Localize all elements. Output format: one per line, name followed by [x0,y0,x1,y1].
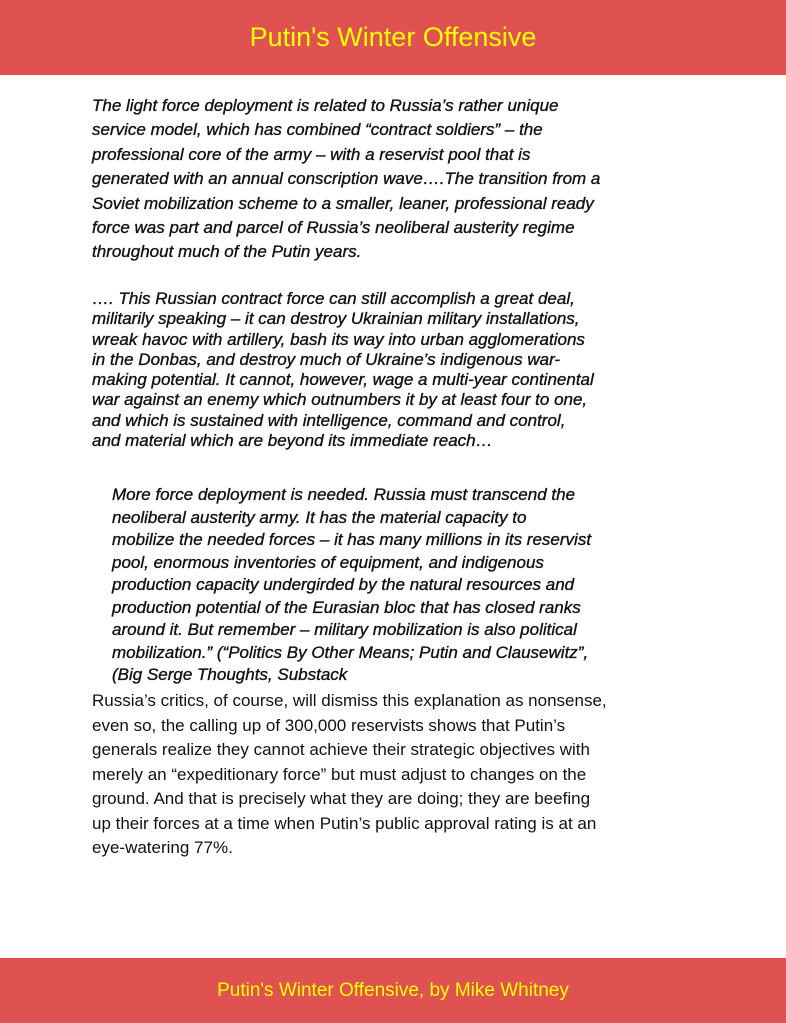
text-line: neoliberal austerity army. It has the material capacity to [112,507,527,527]
text-line: mobilization.” (“Politics By Other Means; Putin and Clausewitz”, [112,642,589,662]
text-line: production capacity undergirded by the natural resources and [112,575,575,594]
text-line: force was part and parcel of Russia’s neoliberal austerity regime [92,218,575,238]
header-banner [0,0,786,75]
text-line: up their forces at a time when Putin’s public approval rating is at an [92,813,597,833]
text-line: pool, enormous inventories of equipment, and indigenous [112,552,544,572]
quote-paragraph-1 [92,94,600,265]
body-paragraph [92,689,607,861]
text-line: professional core of the army – with a reservist pool that is [92,144,531,164]
text-line: making potential. It cannot, however, wage a multi-year continental [92,370,594,390]
text-line: (Big Serge Thoughts, Substack [112,665,348,684]
text-line: More force deployment is needed. Russia must transcend the [112,485,576,504]
footer-text: Putin's Winter Offensive, by Mike Whitney [217,979,569,1001]
text-line: mobilize the needed forces – it has many millions in its reservist [112,530,592,549]
page-title: Putin's Winter Offensive [249,22,537,52]
text-line: generals realize they cannot achieve their strategic objectives with [92,740,590,759]
text-line: and which is sustained with intelligence, command and control, [92,410,566,430]
text-line: around it. But remember – military mobilization is also political [112,620,577,639]
text-line: Soviet mobilization scheme to a smaller, leaner, professional ready [92,193,594,213]
text-line: …. This Russian contract force can still accomplish a great deal, [92,289,575,308]
text-line: in the Donbas, and destroy much of Ukraine’s indigenous war- [92,349,561,369]
text-line: wreak havoc with artillery, bash its way into urban agglomerations [92,329,585,349]
quote-paragraph-3 [112,484,591,687]
text-line: even so, the calling up of 300,000 reservists shows that Putin’s [92,715,566,735]
text-line: war against an enemy which outnumbers it by at least four to one, [92,390,588,410]
text-line: Russia’s critics, of course, will dismiss this explanation as nonsense, [92,691,607,710]
text-line: merely an “expeditionary force” but must adjust to changes on the [92,764,587,784]
text-line: eye-watering 77%. [92,838,233,857]
text-line: ground. And that is precisely what they are doing; they are beefing [92,789,591,808]
footer-banner [0,958,786,1023]
text-line: militarily speaking – it can destroy Ukrainian military installations, [92,309,580,329]
text-line: The light force deployment is related to Russia’s rather unique [92,96,559,115]
text-line: service model, which has combined “contract soldiers” – the [92,120,543,140]
text-line: production potential of the Eurasian bloc that has closed ranks [112,597,581,617]
text-line: generated with an annual conscription wave….The transition from a [92,169,601,189]
text-line: and material which are beyond its immediate reach… [92,431,493,451]
text-line: throughout much of the Putin years. [92,242,362,262]
quote-paragraph-2 [92,289,594,451]
